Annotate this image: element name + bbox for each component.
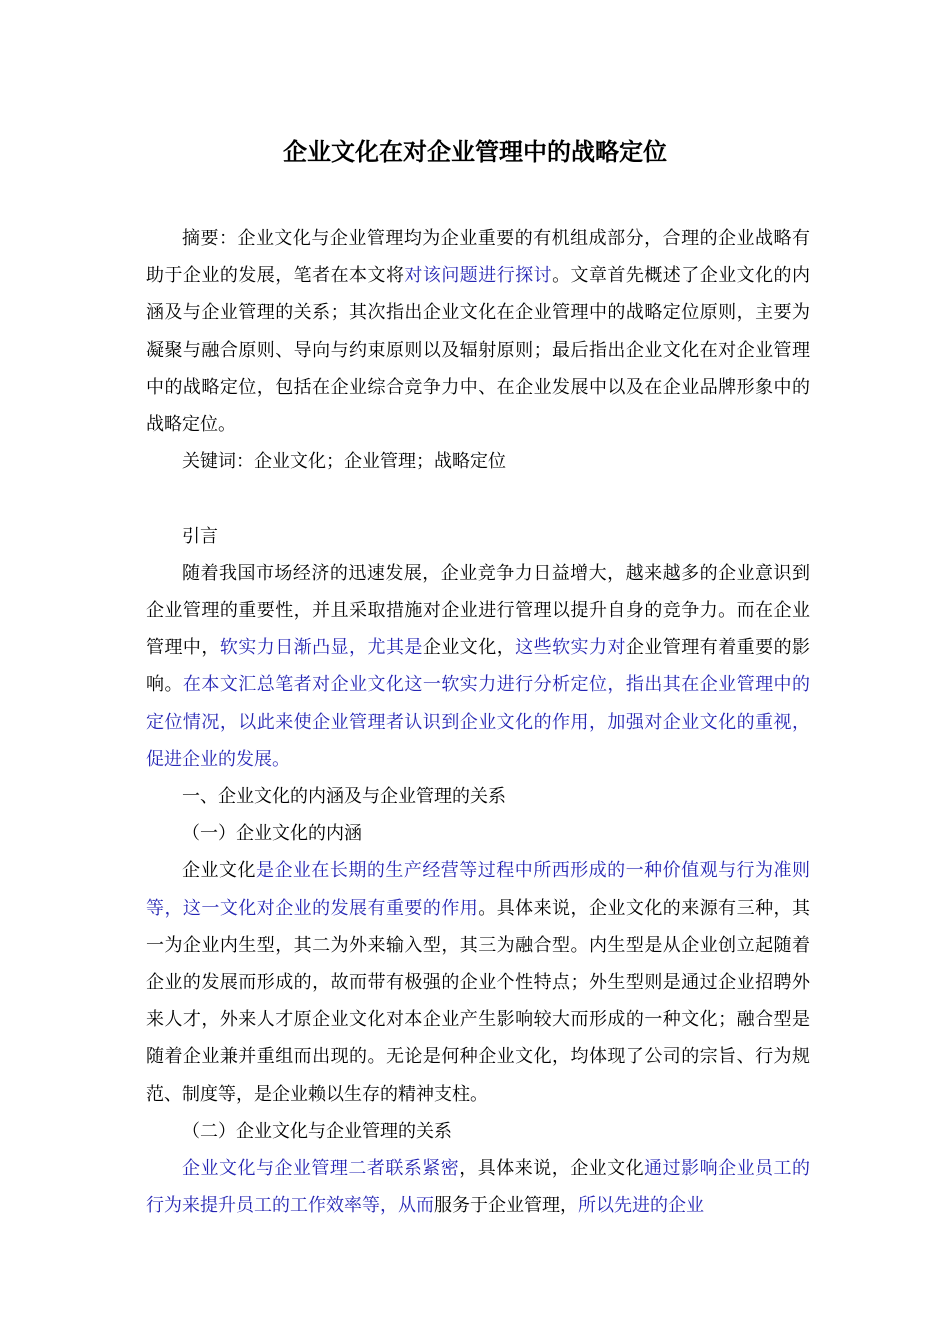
document-title: 企业文化在对企业管理中的战略定位 bbox=[283, 137, 667, 166]
section-paragraph bbox=[146, 1150, 810, 1224]
abstract-paragraph bbox=[146, 220, 810, 443]
paragraph-highlight: 通过影响企业员工的行为来提升员工的工作效率等，从而 bbox=[146, 1158, 811, 1217]
section-heading: 一、企业文化的内涵及与企业管理的关系 bbox=[182, 786, 506, 808]
abstract-text-continued: 。文章首先概述了企业文化的内涵及与企业管理的关系；其次指出企业文化在企业管理中的战略定位原则，主要为凝聚与融合原则、导向与约束原则以及辐射原则；最后指出企业文化在对企业管理中的战略定位，包括在企业综合竞争力中、在企业发展中以及在企业品牌形象中的战略定位。 bbox=[146, 265, 811, 436]
intro-highlight: 在本文汇总笔者对企业文化这一软实力进行分析定位，指出其在企业管理中的定位情况，以此来使企业管理者认识到企业文化的作用，加强对企业文化的重视，促进企业的发展。 bbox=[146, 674, 811, 770]
keywords-line: 关键词：企业文化；企业管理；战略定位 bbox=[182, 451, 506, 473]
section-paragraph bbox=[146, 852, 810, 1112]
document-body bbox=[146, 220, 810, 1224]
paragraph-text: ，具体来说，企业文化 bbox=[459, 1158, 645, 1180]
intro-highlight: 软实力日渐凸显，尤其是 bbox=[219, 637, 423, 659]
paragraph-highlight: 企业文化与企业管理二者联系紧密 bbox=[182, 1158, 460, 1180]
intro-paragraph bbox=[146, 555, 810, 778]
subsection-heading: （二）企业文化与企业管理的关系 bbox=[182, 1120, 452, 1142]
paragraph-text: 企业文化 bbox=[182, 860, 256, 882]
paragraph-highlight: 是企业在长期的生产经营等过程中所西形成的一种价值观与行为准则等，这一文化对企业的发展有重要的作用 bbox=[146, 860, 811, 919]
paragraph-text: 。具体来说，企业文化的来源有三种，其一为企业内生型，其二为外来输入型，其三为融合型。内生型是从企业创立起随着企业的发展而形成的，故而带有极强的企业个性特点；外生型则是通过企业招聘外来人才，外来人才原企业文化对本企业产生影响较大而形成的一种文化；融合型是随着企业兼并重组而出现的。无论是何种企业文化，均体现了公司的宗旨、行为规范、制度等，是企业赖以生存的精神支柱。 bbox=[146, 897, 811, 1105]
intro-heading: 引言 bbox=[182, 525, 218, 547]
intro-text: 企业管理有着重要的影响。 bbox=[146, 637, 811, 696]
subsection-heading: （一）企业文化的内涵 bbox=[182, 823, 362, 845]
paragraph-text: 服务于企业管理， bbox=[434, 1195, 578, 1217]
abstract-highlight: 对该问题进行探讨 bbox=[404, 265, 553, 287]
intro-text: 随着我国市场经济的迅速发展，企业竞争力日益增大，越来越多的企业意识到企业管理的重要性，并且采取措施对企业进行管理以提升自身的竞争力。而在企业管理中， bbox=[146, 562, 810, 659]
paragraph-highlight: 所以先进的企业 bbox=[578, 1195, 704, 1217]
abstract-text: 摘要：企业文化与企业管理均为企业重要的有机组成部分，合理的企业战略有助于企业的发展，笔者在本文将 bbox=[146, 228, 810, 287]
intro-highlight: 这些软实力对 bbox=[515, 637, 626, 659]
intro-text: 企业文化， bbox=[422, 637, 516, 659]
